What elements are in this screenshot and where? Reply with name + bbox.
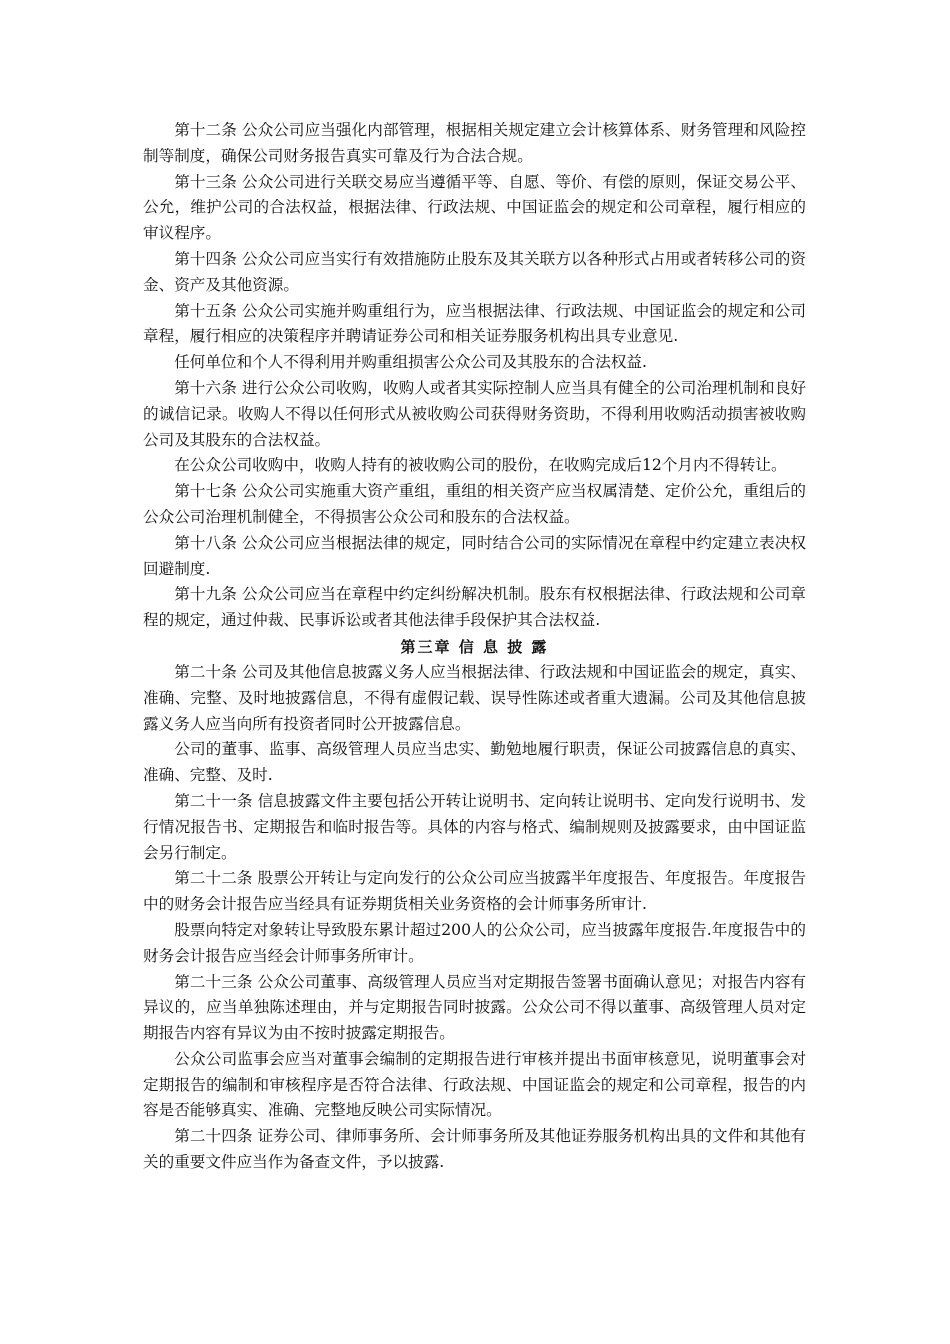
article-15-clause-2: 任何单位和个人不得利用并购重组损害公众公司及其股东的合法权益. (174, 353, 647, 372)
article-23: 第二十三条 公众公司董事、高级管理人员应当对定期报告签署书面确认意见；对报告内容有异议的，应当单独陈述理由，并与定期报告同时披露。公众公司不得以董事、高级管理人员对定期报告内容有异议为由不按时披露定期报告。 (143, 972, 806, 1043)
article-16: 第十六条 进行公众公司收购，收购人或者其实际控制人应当具有健全的公司治理机制和良好的诚信记录。收购人不得以任何形式从被收购公司获得财务资助，不得利用收购活动损害被收购公司及其股东的合法权益。 (143, 378, 806, 449)
article-20-clause-2: 公司的董事、监事、高级管理人员应当忠实、勤勉地履行职责，保证公司披露信息的真实、准确、完整、及时. (143, 740, 806, 785)
article-22-clause-2: 股票向特定对象转让导致股东累计超过200人的公众公司，应当披露年度报告.年度报告中的财务会计报告应当经会计师事务所审计。 (143, 920, 806, 965)
article-15: 第十五条 公众公司实施并购重组行为，应当根据法律、行政法规、中国证监会的规定和公司章程，履行相应的决策程序并聘请证券公司和相关证券服务机构出具专业意见. (143, 301, 806, 346)
document-page (143, 118, 806, 1176)
article-24: 第二十四条 证券公司、律师事务所、会计师事务所及其他证券服务机构出具的文件和其他有关的重要文件应当作为备查文件，予以披露. (143, 1127, 806, 1172)
article-17: 第十七条 公众公司实施重大资产重组，重组的相关资产应当权属清楚、定价公允，重组后的公众公司治理机制健全，不得损害公众公司和股东的合法权益。 (143, 482, 806, 526)
article-13: 第十三条 公众公司进行关联交易应当遵循平等、自愿、等价、有偿的原则，保证交易公平、公允，维护公司的合法权益，根据法律、行政法规、中国证监会的规定和公司章程，履行相应的审议程序。 (143, 172, 806, 243)
article-23-clause-2: 公众公司监事会应当对董事会编制的定期报告进行审核并提出书面审核意见，说明董事会对定期报告的编制和审核程序是否符合法律、行政法规、中国证监会的规定和公司章程，报告的内容是否能够真实、准确、完整地反映公司实际情况。 (143, 1049, 806, 1120)
article-14: 第十四条 公众公司应当实行有效措施防止股东及其关联方以各种形式占用或者转移公司的资金、资产及其他资源。 (143, 249, 806, 294)
article-16-clause-2: 在公众公司收购中，收购人持有的被收购公司的股份，在收购完成后12个月内不得转让。 (174, 456, 787, 475)
article-22: 第二十二条 股票公开转让与定向发行的公众公司应当披露半年度报告、年度报告。年度报告中的财务会计报告应当经具有证券期货相关业务资格的会计师事务所审计. (143, 869, 806, 914)
article-19: 第十九条 公众公司应当在章程中约定纠纷解决机制。股东有权根据法律、行政法规和公司章程的规定，通过仲裁、民事诉讼或者其他法律手段保护其合法权益. (143, 585, 806, 630)
chapter-heading: 第三章 信 息 披 露 (400, 637, 549, 656)
article-21: 第二十一条 信息披露文件主要包括公开转让说明书、定向转让说明书、定向发行说明书、发行情况报告书、定期报告和临时报告等。具体的内容与格式、编制规则及披露要求，由中国证监会另行制定。 (143, 791, 806, 862)
article-20: 第二十条 公司及其他信息披露义务人应当根据法律、行政法规和中国证监会的规定，真实、准确、完整、及时地披露信息，不得有虚假记载、误导性陈述或者重大遗漏。公司及其他信息披露义务人应当向所有投资者同时公开披露信息。 (143, 662, 806, 733)
article-12: 第十二条 公众公司应当强化内部管理，根据相关规定建立会计核算体系、财务管理和风险控制等制度，确保公司财务报告真实可靠及行为合法合规。 (143, 121, 806, 165)
article-18: 第十八条 公众公司应当根据法律的规定，同时结合公司的实际情况在章程中约定建立表决权回避制度. (143, 533, 806, 578)
